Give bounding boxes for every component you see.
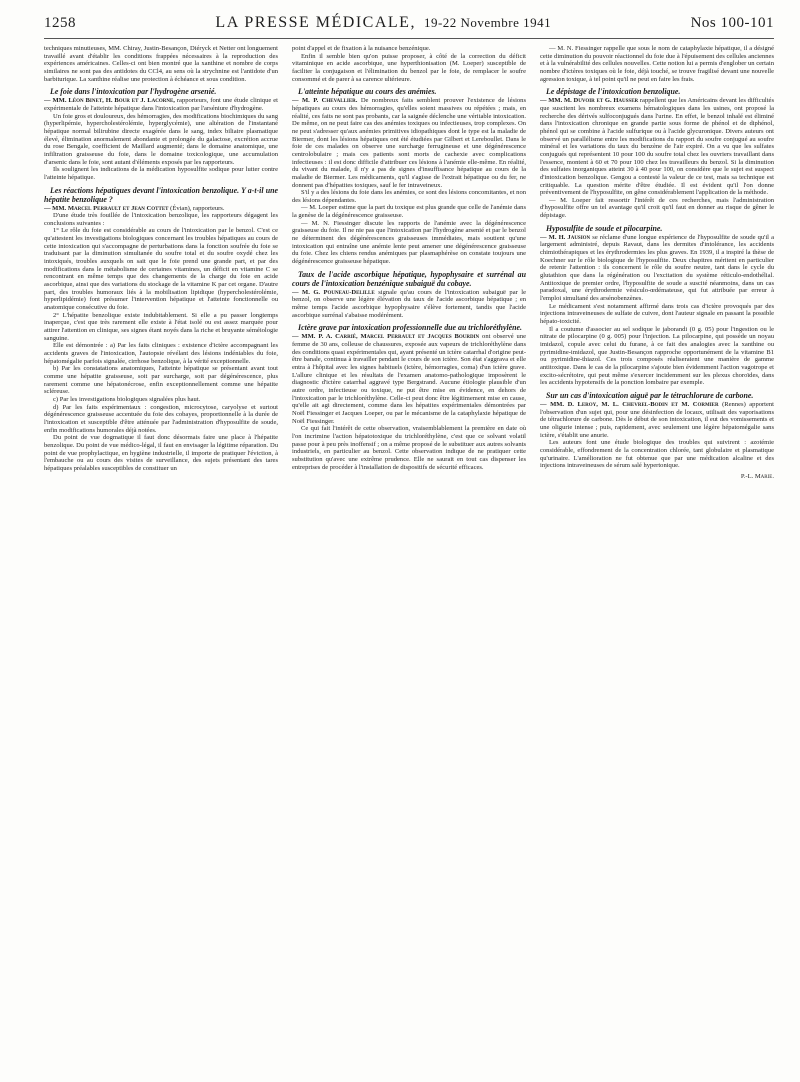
paragraph: S'il y a des lésions du foie dans les anémies, ce sont des lésions concomitantes, et non des lésions dépendantes. bbox=[292, 189, 526, 204]
paragraph: — M. N. Fiessinger discute les rapports de l'anémie avec la dégénérescence graisseuse du foie. Il ne nie pas que l'intoxication par l'hydrogène arsenié et par le benzol ne déterminent des dégénérescences graisseuses immédiates, mais soutient qu'une intoxication qui entraîne une anémie lente peut amener une dégénérescence graisseuse du foie. Chez les chiens rendus anémiques par plasmaphérèse on constate toujours une dégénérescence graisseuse hépatique. bbox=[292, 219, 526, 266]
text-column-3 bbox=[540, 45, 774, 1081]
page-number: 1258 bbox=[44, 15, 76, 31]
signature: P.-L. Marie. bbox=[740, 472, 774, 480]
paragraph: D'une étude très fouillée de l'intoxication benzolique, les rapporteurs dégagent les conclusions suivantes : bbox=[44, 212, 278, 227]
section-body: — MM. Marcel Perrault et Jean Cottet (Évian), rapporteurs. bbox=[44, 204, 225, 212]
issue-date: 19-22 Novembre 1941 bbox=[423, 15, 552, 30]
section-heading: Sur un cas d'intoxication aiguë par le tétrachlorure de carbone. bbox=[546, 390, 754, 400]
paragraph: — M. Loeper estime que la part du toxique est plus grande que celle de l'anémie dans la genèse de la dégénérescence graisseuse. bbox=[292, 204, 526, 220]
section-heading: Le dépistage de l'intoxication benzolique. bbox=[546, 87, 681, 97]
author-names: — MM. P. A. Carrié, Marcel Perrault et Jacques Bourdin bbox=[292, 333, 480, 341]
paragraph: — M. N. Fiessinger rappelle que sous le nom de cataphylaxie hépatique, il a désigné cette diminution du pouvoir réactionnel du foie due à l'épuisement des cellules anciennes et à la vulnérabilité des cellules nouvelles. Cette notion lui a permis d'englober un certain nombre d'ictères toxiques où le foie, déjà touché, se trouve fragilisé devant une nouvelle agression toxique, à tel point qu'il ne peut en faire les frais. bbox=[540, 45, 774, 83]
paragraph: Du point de vue dogmatique il faut donc désormais faire une place à l'hépatite benzolique. Du point de vue médico-légal, il faut en envisager la légitime réparation. Du point de vue prophylactique, en hygiène industrielle, il importe de pratiquer l'éviction, à l'embauche ou au cours des visites de surveillance, des sujets présentant des tares hépatiques préalables susceptibles de constituer un bbox=[44, 434, 278, 472]
paragraph: Elle est démontrée : a) Par les faits cliniques : existence d'ictère accompagnant les accidents graves de l'intoxication, l'autopsie révélant des lésions indéniables du foie, hépatomégalie parfois signalée, cirrhose benzolique, à la vérité exceptionnelle. bbox=[44, 342, 278, 365]
paragraph: Les auteurs font une étude biologique des troubles qui suivirent : azotémie considérable, effondrement de la concentration chlorée, tant globulaire et plasmatique qu'urinaire. L'amélioration ne fut obtenue que par une médication alcaline et des injections intraveineuses de sérum salé hypertonique. bbox=[540, 439, 774, 470]
journal-title-line bbox=[215, 14, 551, 32]
paragraph: d) Par les faits expérimentaux : congestion, microcytose, caryolyse et surtout dégénérescence graisseuse accentuée du foie des cobayes, proportionnelle à la durée de l'intoxication et susceptible d'être atténuée par l'administration d'hyposulfite de soude, enfin modifications humorales déjà notées. bbox=[44, 403, 278, 434]
paragraph: techniques minutieuses, MM. Chiray, Justin-Besançon, Diéryck et Netter ont longuement travaillé avant d'établir les conditions frappées nécessaires à la reproduction des expériences américaines. Celles-ci ont bien montré que la xanthine et nombre de corps similaires ne sont pas des antidotes du CCl4, au sens où la strychnine est l'antidote d'un barbiturique. La xanthine réalise une protection à échéance et sous condition. bbox=[44, 45, 278, 83]
paragraph: Enfin il semble bien qu'on puisse proposer, à côté de la correction du déficit vitaminique en acide ascorbique, une hyperthionisation (M. Loeper) susceptible de faciliter la conjugaison et l'élimination du benzol par le foie, de remplacer le soufre consommé et de parer à sa carence ultérieure. bbox=[292, 52, 526, 83]
paragraph: c) Par les investigations biologiques signalées plus haut. bbox=[53, 395, 201, 403]
section-heading: L'atteinte hépatique au cours des anémies. bbox=[298, 87, 437, 97]
paragraph: Un foie gros et douloureux, des hémorragies, des modifications biochimiques du sang (hyperlipémie, hypercholestérolémie, hyperglycémie), une altération de l'instantané hépatique normal bilirubine directe exagérée dans le sang, index biliaire plasmatique élevé, élimination anormalement abondante et prolongée du galactose, excrétion accrue du rose Bengale, coefficient de Maillard augmenté; dans le domaine anatomique, une infiltration graisseuse du foie, dans le domaine toxicologique, une accumulation d'arsenic dans le foie, sont autant d'éléments exposés par les rapporteurs. bbox=[44, 112, 278, 166]
journal-title: LA PRESSE MÉDICALE, bbox=[215, 14, 416, 31]
author-names: — M. P. Chevallier. bbox=[292, 97, 358, 105]
section-body: — MM. P. A. Carrié, Marcel Perrault et Jacques Bourdin ont observé une femme de 30 ans, colleuse de chaussures, exposée aux vapeurs de trichloréthylène dans des conditions quasi expérimentales qui, ayant présenté un ictère catarrhal d'origine peut-être banale, continua à travailler pendant le cours de son ictère. Son état s'aggrava et elle entra à l'hôpital avec les signes habituels (ictère, hémorragies, coma) d'un ictère grave. L'allure clinique et les résultats de l'examen anatomo-pathologique imposèrent le diagnostic d'ictère catarrhal aggravé type Bergstrand. Aucune étiologie plausible d'un autre ordre, infectieuse ou toxique, ne put être mise en évidence, en dehors de l'intoxication par le trichloréthylène. Celle-ci peut donc être légitimement mise en cause, qu'elle ait agi directement, comme dans les hépatites expérimentales démontrées par Noël Fiessinger et Jacques Loeper, ou par le mécanisme de la cataphylaxie hépatique de Noël Fiessinger. bbox=[292, 333, 526, 425]
paragraph: 2° L'hépatite benzolique existe indubitablement. Si elle a pu passer longtemps inaperçue, c'est que très rarement elle existe à l'état isolé ou est assez marquée pour attirer l'attention en clinique, ses signes étant noyés dans la riche et bruyante séméiologie sanguine. bbox=[44, 311, 278, 342]
section-body: — MM. Léon Binet, H. Bour et J. Lacorne, rapporteurs, font une étude clinique et expérimentale de l'atteinte hépatique dans l'intoxication par l'arséniure d'hydrogène. bbox=[44, 97, 278, 112]
section-body: — MM. D. Leroy, M. L. Chevrel-Bodin et M. Cormier (Rennes) apportent l'observation d'un sujet qui, pour une désinfection de locaux, utilisait des vaporisations de tétrachlorure de carbone. Dès le début de son intoxication, il eut des vomissements et une oligurie intense ; puis, rapidement, avec seulement une légère hépatomégalie sans ictère, s'établit une anurie. bbox=[540, 400, 774, 439]
section-body: — M. P. Chevallier. De nombreux faits semblent prouver l'existence de lésions hépatiques au cours des hémorragies, qu'elles soient massives ou répétées ; mais, en réalité, ces faits ne sont pas probants, car la saignée déclenche une véritable intoxication. De même, on ne peut faire cas des anémies toxiques ou infectieuses, trop complexes. On ne peut s'adresser qu'aux anémies primitives idiopathiques dont le type est la maladie de Biermer, dont les lésions hépatiques ont été étudiées par Gilbert et Lereboullet. Dans le foie de ces malades on observe une surcharge ferrugineuse et une dégénérescence centrolobulaire ; mais ces patients sont morts de cachexie avec complications infectieuses : il est donc difficile d'attribuer ces lésions à l'anémie elle-même. En réalité, du vivant du malade, il n'y a pas de signes d'insuffisance hépatique au cours de la maladie de Biermer. Les médicaments, qu'il s'agisse de l'extrait hépatique ou du fer, ne donnent pas d'hépatites toxiques, sauf le fer intraveineux. bbox=[292, 97, 526, 189]
author-names: — MM. Marcel Perrault et Jean Cottet bbox=[44, 204, 169, 212]
author-names: — M. H. Jausion bbox=[540, 233, 591, 241]
section-body: — MM. M. Duvoir et G. Hausser rappellent que les Américains devant les difficultés que suscitent les nombreux examens hématologiques dans les usines, ont proposé la recherche des dérivés sulfoconjugués dans l'urine. En effet, le benzol inhalé est éliminé dans l'intoxication chronique en grande partie sous forme de phénol et de diphénol, phénol qui se combine à l'acide sulfurique ou à l'acide glycuronique. Divers auteurs ont observé un parallélisme entre les modifications du rapport du soufre conjugué au soufre minéral et les variations du taux du benzène de l'air expiré. On a vu que les sulfates conjugués qui représentent 10 pour 100 du soufre total chez les ouvriers travaillant dans l'essence, montent à 60 et 70 pour 100 chez les travailleurs du benzol. Si la diminution des sulfates inorganiques atteint 30 à 40 pour 100, on considère que le sujet est suspect d'intoxication benzolique. Gengou a contesté la valeur de ce test, mais sa technique est critiquable. La question mérite d'être étudiée. Il est évident qu'il l'on donne préventivement de l'hyposulfite, on gêne considérablement l'application de la méthode. bbox=[540, 97, 774, 197]
author-names: — MM. Léon Binet, H. Bour et J. Lacorne, bbox=[44, 97, 175, 105]
paragraph: — M. Loeper fait ressortir l'intérêt de ces recherches, mais l'administration d'hyposulfite offre un tel avantage qu'il croit qu'il faut en donner au risque de gêner le dépistage. bbox=[540, 196, 774, 220]
section-body: — M. H. Jausion se réclame d'une longue expérience de l'hyposulfite de soude qu'il a largement administré, depuis Ravaut, dans les dermites d'intolérance, les accidents chimiothérapiques et les érythrodermies les plus graves. En 1939, il a inspiré la thèse de Koechner sur le rôle biologique de l'hyposulfite. Deux chapitres méritent en particulier de retenir l'attention : ils concernent le rôle du soufre neutre, tant dans le cycle du glutathion que dans la régénération ou l'excitation du système réticulo-endothélial. Antitoxique de premier ordre, l'hyposulfite de soude a suscité néanmoins, dans un cas paradoxal, une érythrodermie vésiculo-œdémateuse, qui fut attribuée par erreur à l'emploi simultané des arsénobenzènes. bbox=[540, 233, 774, 303]
section-heading: Taux de l'acide ascorbique hépatique, hypophysaire et surrénal au cours de l'intoxication benzénique subaiguë du cobaye. bbox=[292, 269, 526, 288]
section-heading: Les réactions hépatiques devant l'intoxication benzolique. Y a-t-il une hépatite benzolique ? bbox=[44, 185, 278, 204]
paragraph: Il a coutume d'associer au sel sodique le jaborandi (0 g. 05) pour l'ingestion ou le nitrate de pilocarpine (0 g. 005) pour l'injection. La pilocarpine, qui possède un noyau imidazol, copule avec celui du furane, à ce fait des analogies avec la xanthine ou pyrimidine-imidazol, que Justin-Besançon rapproche opportunément de la vitamine B1 ou pyrimidine-thiazol. Ces trois composés réaliseraient une manière de gamme antitoxique. Dans le cas de la pilocarpine s'ajoute bien évidemment l'action vagotrope et excito-sécrétoire, qui peut même s'exercer incidemment sur les plexus choroïdes, dans les accidents hypotensifs de la ponction lombaire par exemple. bbox=[540, 325, 774, 387]
section-heading: Le foie dans l'intoxication par l'hydrogène arsenié. bbox=[50, 87, 217, 97]
section-heading: Ictère grave par intoxication professionnelle due au trichloréthylène. bbox=[298, 323, 523, 333]
author-names: — MM. D. Leroy, M. L. Chevrel-Bodin et M. Cormier bbox=[540, 400, 719, 408]
article-columns bbox=[44, 45, 774, 1081]
text-column-1 bbox=[44, 45, 278, 1081]
author-names: — M. G. Pouneau-Delille bbox=[292, 288, 375, 296]
paragraph: Le médicament s'est notamment affirmé dans trois cas d'ictère provoqués par des injections intraveineuses de sulfate de cuivre, dont l'auteur signale en passant la possible hépato-toxicité. bbox=[540, 302, 774, 325]
paragraph: Ce qui fait l'intérêt de cette observation, vraisemblablement la première en date où l'on incrimine l'action hépatotoxique du trichloréthylène, c'est que ce solvant volatil passe pour à peu près inoffensif ; on a même proposé de le substituer aux autres solvants industriels, en particulier au benzol. Cette observation indique de ne pratiquer cette substitution qu'avec une extrême prudence. Elle ne saurait en tout cas dispenser les entreprises de procéder à l'installation de dispositifs de sécurité efficaces. bbox=[292, 425, 526, 471]
author-names: — MM. M. Duvoir et G. Hausser bbox=[540, 97, 639, 105]
section-heading: Hyposulfite de soude et pilocarpine. bbox=[546, 223, 663, 233]
section-body: — M. G. Pouneau-Delille signale qu'au cours de l'intoxication subaiguë par le benzol, on observe une légère élévation du taux de l'acide ascorbique hépatique ; en même temps l'acide ascorbique hypophysaire s'élève fortement, tandis que l'acide ascorbique surrénal s'abaisse modérément. bbox=[292, 288, 526, 319]
paragraph: 1° Le rôle du foie est considérable au cours de l'intoxication par le benzol. C'est ce qu'attestent les investigations biologiques concernant les troubles hépatiques au cours de cette intoxication qui s'accompagne de perturbations dans la fonction soufrée du foie se traduisant par la diminution simultanée du soufre total et du soufre oxydé chez les intoxiqués, troubles auxquels on sait que le foie prend une grande part, et par des modifications dans le métabolisme de certaines vitamines, un déficit en vitamine C se rencontrant en même temps que des changements de la charge du foie en acide ascorbique, ainsi que des variations du stockage de la vitamine K par cet organe. D'autre part, des troubles humoraux liés à la mobilisation lipidique (hypercholestérolémie, hyperlipidémie) font présumer l'intervention hépatique et l'atteinte fonctionnelle ou anatomique consécutive du foie. bbox=[44, 227, 278, 312]
masthead bbox=[44, 14, 774, 39]
paragraph: b) Par les constatations anatomiques, l'atteinte hépatique se présentant avant tout comme une hépatite graisseuse, soit par surcharge, soit par dégénérescence, plus rarement comme une hépatonécrose, enfin exceptionnellement comme une hépatite scléreuse. bbox=[44, 365, 278, 396]
text-column-2 bbox=[292, 45, 526, 1081]
paragraph: Ils soulignent les indications de la médication hyposulfite sodique pour lutter contre l'atteinte hépatique. bbox=[44, 166, 278, 181]
paragraph: point d'appel et de fixation à la nuisance benzénique. bbox=[292, 45, 431, 52]
issue-number: Nos 100-101 bbox=[690, 15, 774, 31]
